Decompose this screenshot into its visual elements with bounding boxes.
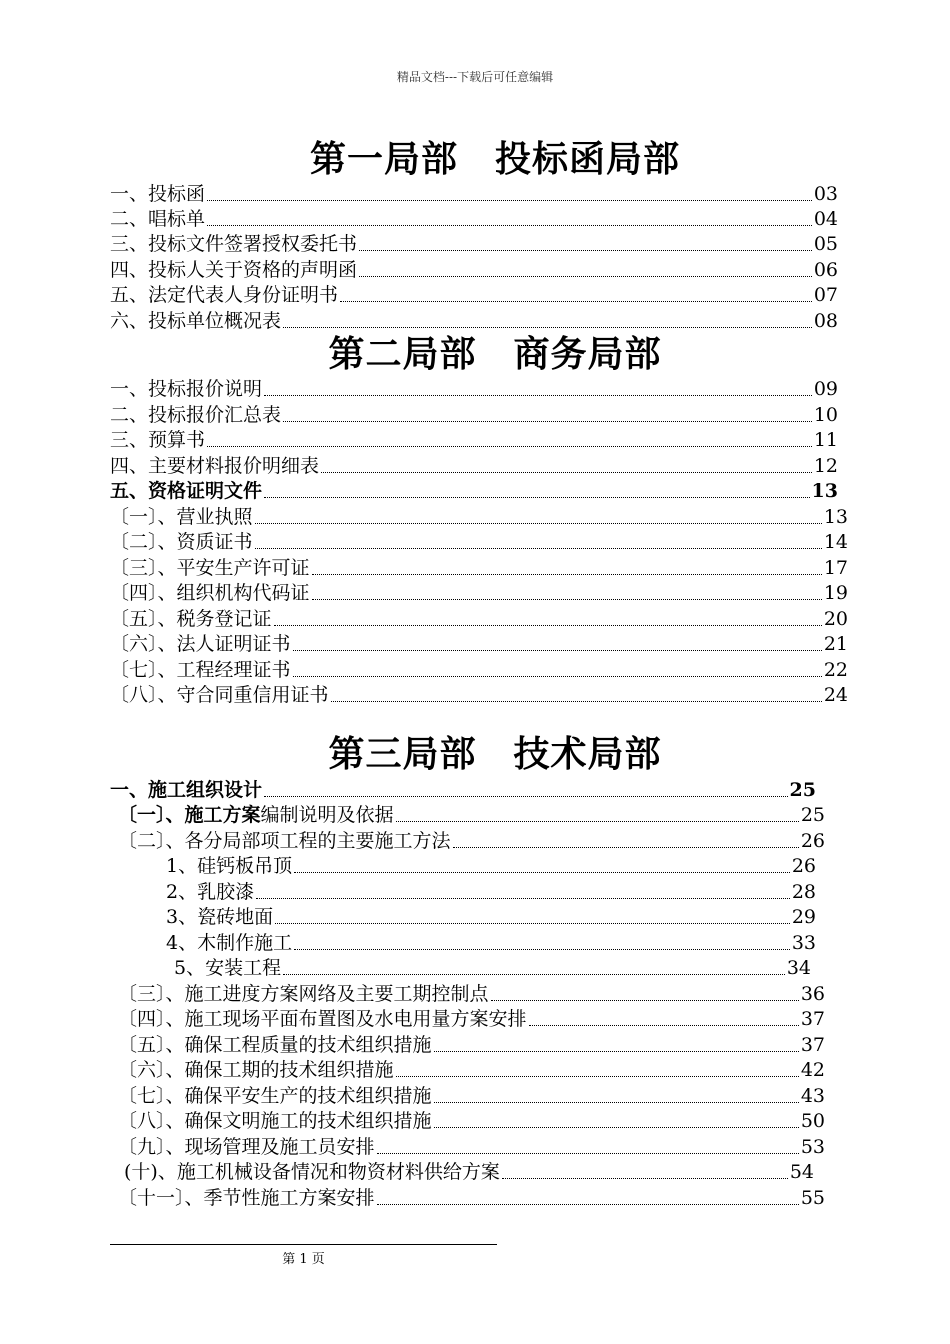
toc-label: 一、投标函: [110, 183, 206, 205]
leader-dots: [331, 701, 822, 702]
toc-label: 〔九〕、现场管理及施工员安排: [118, 1136, 375, 1158]
toc-row[interactable]: [110, 579, 848, 604]
toc-label: 1、硅钙板吊顶: [166, 855, 293, 877]
leader-dots: [207, 200, 812, 201]
toc-row[interactable]: [166, 903, 816, 928]
leader-dots: [264, 796, 788, 797]
section-title-3: 第三局部 技术局部: [328, 734, 662, 775]
toc-label: 〔四〕、施工现场平面布置图及水电用量方案安排: [118, 1008, 527, 1030]
toc-page: 25: [800, 804, 825, 826]
toc-row[interactable]: [110, 477, 838, 502]
toc-row[interactable]: [110, 554, 848, 579]
toc-label: 4、木制作施工: [166, 932, 293, 954]
toc-label: 四、主要材料报价明细表: [110, 455, 320, 477]
leader-dots: [264, 395, 812, 396]
toc-label: 3、瓷砖地面: [166, 906, 274, 928]
toc-page: 24: [823, 684, 848, 706]
leader-dots: [293, 676, 822, 677]
toc-label: 〔八〕、确保文明施工的技术组织措施: [118, 1110, 432, 1132]
toc-page: 20: [823, 608, 848, 630]
toc-row[interactable]: [118, 1031, 825, 1056]
toc-page: 29: [791, 906, 816, 928]
toc-row[interactable]: [110, 426, 838, 451]
toc-label: 〔一〕、营业执照: [110, 506, 253, 528]
toc-row[interactable]: [110, 230, 838, 255]
toc-row[interactable]: [110, 776, 816, 801]
toc-label: 〔二〕、各分局部项工程的主要施工方法: [118, 830, 451, 852]
leader-dots: [312, 574, 822, 575]
toc-page: 54: [789, 1161, 814, 1183]
toc-label: 〔八〕、守合同重信用证书: [110, 684, 329, 706]
toc-label: 〔五〕、确保工程质量的技术组织措施: [118, 1034, 432, 1056]
toc-page: 06: [813, 259, 838, 281]
leader-dots: [283, 421, 812, 422]
leader-dots: [377, 1153, 799, 1154]
toc-row[interactable]: [124, 1158, 814, 1183]
toc-row[interactable]: [118, 801, 825, 826]
toc-row[interactable]: [110, 180, 838, 205]
toc-label: 一、投标报价说明: [110, 378, 263, 400]
toc-row[interactable]: [110, 503, 848, 528]
section-title-2: 第二局部 商务局部: [328, 334, 662, 375]
leader-dots: [293, 650, 822, 651]
leader-dots: [359, 250, 812, 251]
toc-page: 28: [791, 881, 816, 903]
toc-page: 55: [800, 1187, 825, 1209]
leader-dots: [294, 872, 790, 873]
toc-row[interactable]: [110, 452, 838, 477]
toc-page: 22: [823, 659, 848, 681]
toc-row[interactable]: [110, 375, 838, 400]
toc-row[interactable]: [110, 528, 848, 553]
footer-divider: [110, 1244, 497, 1245]
toc-page: 08: [813, 310, 838, 332]
toc-page: 05: [813, 233, 838, 255]
leader-dots: [283, 327, 812, 328]
toc-label: 〔二〕、资质证书: [110, 531, 253, 553]
toc-label: 〔十一〕、季节性施工方案安排: [118, 1187, 375, 1209]
toc-label: 三、预算书: [110, 429, 206, 451]
leader-dots: [396, 821, 799, 822]
toc-row[interactable]: [110, 256, 838, 281]
leader-dots: [264, 497, 810, 498]
toc-label: 一、施工组织设计: [110, 779, 263, 801]
section-title-1: 第一局部 投标函局部: [309, 139, 680, 180]
toc-row[interactable]: [118, 1082, 825, 1107]
leader-dots: [340, 301, 812, 302]
leader-dots: [491, 1000, 799, 1001]
toc-label: 三、投标文件签署授权委托书: [110, 233, 358, 255]
toc-page: 09: [813, 378, 838, 400]
toc-label-bold: 〔一〕、施工方案: [118, 804, 261, 826]
leader-dots: [207, 446, 812, 447]
toc-page: 04: [813, 208, 838, 230]
toc-page: 11: [813, 429, 838, 451]
toc-row[interactable]: [110, 656, 848, 681]
toc-row[interactable]: [110, 281, 838, 306]
toc-page: 19: [823, 582, 848, 604]
toc-page: 34: [786, 957, 811, 979]
leader-dots: [255, 523, 822, 524]
toc-row[interactable]: [118, 1107, 825, 1132]
toc-label: 〔四〕、组织机构代码证: [110, 582, 310, 604]
toc-label: 〔三〕、平安生产许可证: [110, 557, 310, 579]
leader-dots: [312, 599, 822, 600]
leader-dots: [453, 847, 799, 848]
toc-page: 13: [823, 506, 848, 528]
toc-page: 07: [813, 284, 838, 306]
toc-label: 〔七〕、工程经理证书: [110, 659, 291, 681]
leader-dots: [377, 1204, 799, 1205]
toc-row[interactable]: [110, 681, 848, 706]
toc-label: (十)、施工机械设备情况和物资材料供给方案: [124, 1161, 500, 1183]
toc-page: 43: [800, 1085, 825, 1107]
toc-page: 36: [800, 983, 825, 1005]
toc-page: 25: [789, 779, 816, 801]
toc-page: 14: [823, 531, 848, 553]
toc-page: 26: [800, 830, 825, 852]
leader-dots: [359, 276, 812, 277]
toc-row[interactable]: [118, 1005, 825, 1030]
toc-label: 二、唱标单: [110, 208, 206, 230]
toc-page: 50: [800, 1110, 825, 1132]
toc-page: 10: [813, 404, 838, 426]
toc-label: 2、乳胶漆: [166, 881, 255, 903]
toc-row[interactable]: [110, 401, 838, 426]
page-number: 第 1 页: [282, 1252, 325, 1267]
leader-dots: [529, 1025, 799, 1026]
leader-dots: [396, 1076, 799, 1077]
leader-dots: [274, 625, 822, 626]
leader-dots: [255, 548, 822, 549]
toc-row[interactable]: [166, 878, 816, 903]
leader-dots: [207, 225, 812, 226]
toc-label: 〔六〕、法人证明证书: [110, 633, 291, 655]
toc-label: 四、投标人关于资格的声明函: [110, 259, 358, 281]
leader-dots: [256, 898, 790, 899]
leader-dots: [321, 472, 812, 473]
toc-page: 12: [813, 455, 838, 477]
toc-label: 〔六〕、确保工期的技术组织措施: [118, 1059, 394, 1081]
toc-page: 26: [791, 855, 816, 877]
toc-label: 〔五〕、税务登记证: [110, 608, 272, 630]
toc-page: 53: [800, 1136, 825, 1158]
toc-page: 13: [811, 480, 838, 502]
leader-dots: [434, 1051, 799, 1052]
toc-page: 42: [800, 1059, 825, 1081]
toc-page: 03: [813, 183, 838, 205]
toc-page: 17: [823, 557, 848, 579]
toc-page: 37: [800, 1008, 825, 1030]
toc-row[interactable]: [118, 827, 825, 852]
toc-row[interactable]: [118, 1184, 825, 1209]
leader-dots: [434, 1127, 799, 1128]
toc-label: 二、投标报价汇总表: [110, 404, 282, 426]
toc-label: 六、投标单位概况表: [110, 310, 282, 332]
toc-page: 33: [791, 932, 816, 954]
leader-dots: [434, 1102, 799, 1103]
toc-row[interactable]: [166, 852, 816, 877]
toc-page: 37: [800, 1034, 825, 1056]
toc-page: 21: [823, 633, 848, 655]
leader-dots: [283, 974, 785, 975]
toc-row[interactable]: [110, 630, 848, 655]
toc-label: 编制说明及依据: [260, 804, 394, 826]
toc-row[interactable]: [118, 1056, 825, 1081]
leader-dots: [275, 923, 790, 924]
toc-row[interactable]: [110, 205, 838, 230]
toc-label: 5、安装工程: [174, 957, 282, 979]
toc-row[interactable]: [166, 929, 816, 954]
toc-label: 〔七〕、确保平安生产的技术组织措施: [118, 1085, 432, 1107]
toc-label: 〔三〕、施工进度方案网络及主要工期控制点: [118, 983, 489, 1005]
leader-dots: [294, 949, 790, 950]
toc-row[interactable]: [118, 980, 825, 1005]
toc-label: 五、法定代表人身份证明书: [110, 284, 339, 306]
toc-row[interactable]: [174, 954, 811, 979]
toc-label: 五、资格证明文件: [110, 480, 263, 502]
toc-row[interactable]: [118, 1133, 825, 1158]
page-header: 精品文档---下载后可任意编辑: [396, 70, 554, 84]
toc-row[interactable]: [110, 307, 838, 332]
leader-dots: [502, 1178, 788, 1179]
toc-row[interactable]: [110, 605, 848, 630]
